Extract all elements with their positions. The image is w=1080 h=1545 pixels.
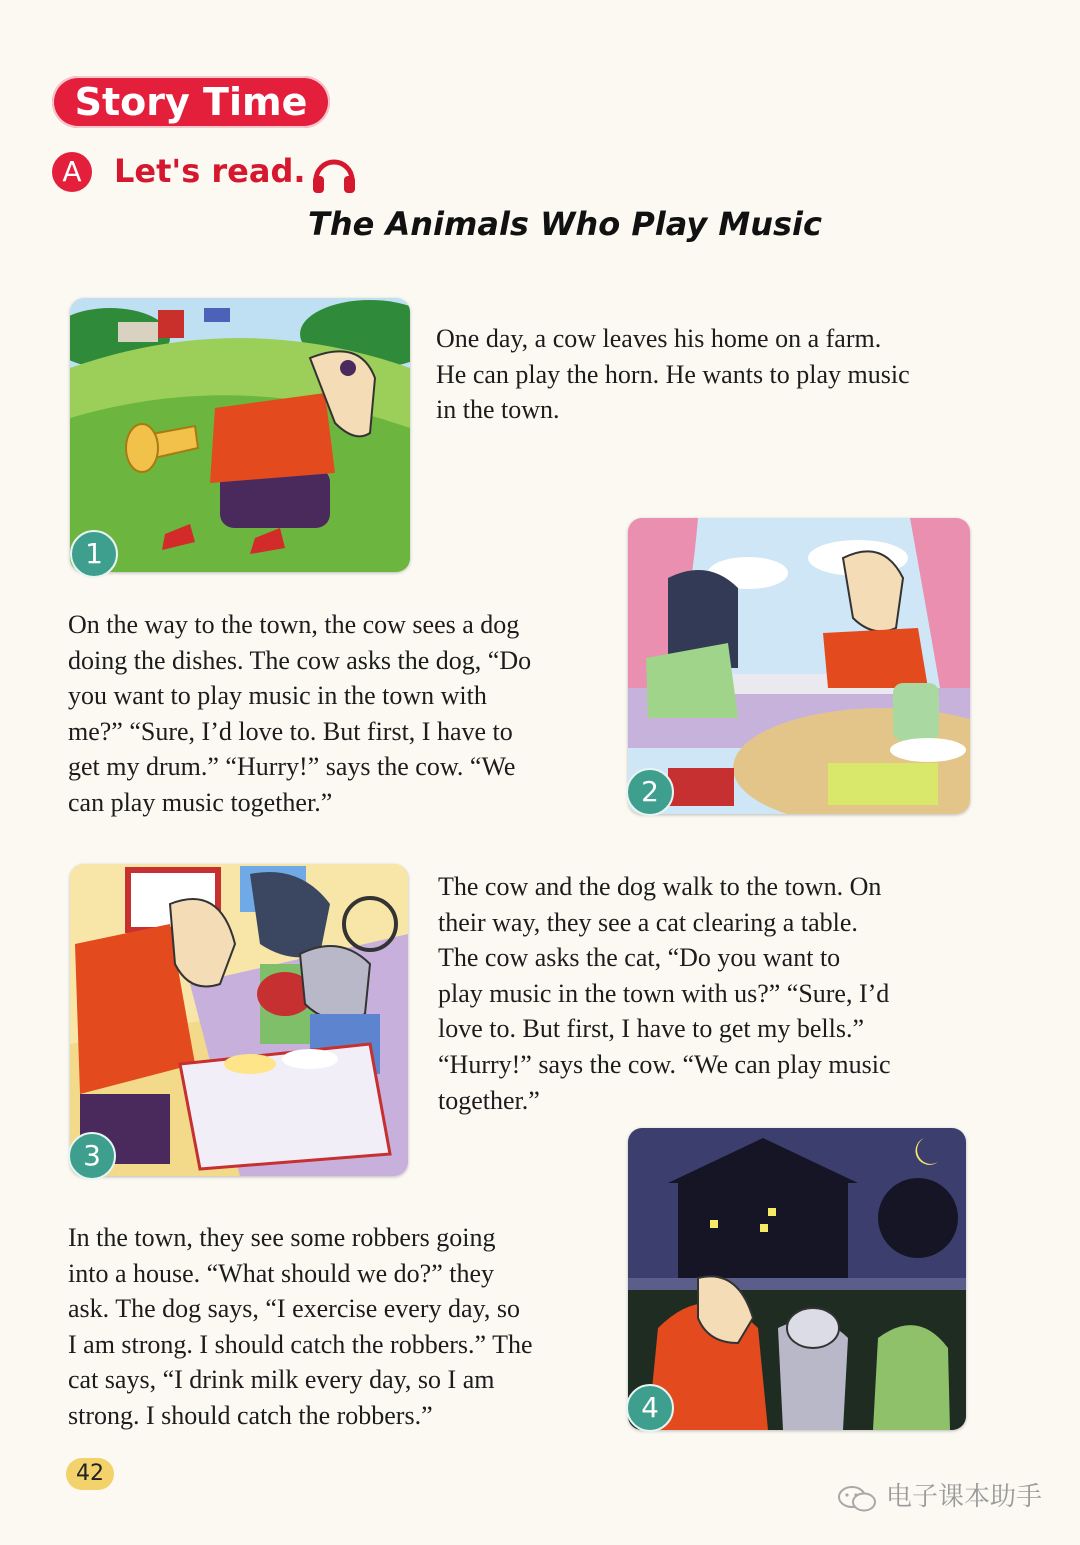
paragraph-line: The cow asks the cat, “Do you want to [438,943,841,973]
paragraph-line: you want to play music in the town with [68,681,487,711]
paragraph-line: “Hurry!” says the cow. “We can play music [438,1049,891,1079]
panel-number-4: 4 [626,1384,674,1432]
paragraph-line: cat says, “I drink milk every day, so I am [68,1365,495,1395]
panel-number-2: 2 [626,768,674,816]
paragraph-line: together.” [438,1085,540,1115]
watermark-text: 电子课本助手 [886,1482,1043,1512]
dog-kitchen-illustration [628,518,970,814]
paragraph-3 [438,869,998,1118]
story-panel-3 [70,864,408,1176]
paragraph-line: me?” “Sure, I’d love to. But first, I have to [68,716,513,746]
paragraph-line: He can play the horn. He wants to play music [436,359,910,389]
paragraph-1 [436,321,996,428]
paragraph-line: One day, a cow leaves his home on a farm. [436,324,882,353]
paragraph-line: their way, they see a cat clearing a table. [438,907,858,937]
cow-farm-illustration [70,298,410,572]
paragraph-line: I am strong. I should catch the robbers.” The [68,1329,533,1359]
section-letter-badge: A [52,152,92,192]
page-number: 42 [66,1458,114,1490]
paragraph-line: On the way to the town, the cow sees a dog [68,610,520,639]
story-title: The Animals Who Play Music [308,205,822,243]
story-panel-2 [628,518,970,814]
story-panel-4 [628,1128,966,1430]
paragraph-line: strong. I should catch the robbers.” [68,1400,433,1430]
cat-table-illustration [70,864,408,1176]
section-label: Let's read. [114,152,306,190]
headphones-icon[interactable] [310,150,358,194]
story-panel-1 [70,298,410,572]
paragraph-line: in the town. [436,395,560,425]
paragraph-line: ask. The dog says, “I exercise every day, so [68,1294,520,1324]
paragraph-line: In the town, they see some robbers going [68,1223,496,1252]
paragraph-line: love to. But first, I have to get my bells.” [438,1014,865,1044]
night-robbers-illustration [628,1128,966,1430]
paragraph-line: play music in the town with us?” “Sure, I’d [438,978,890,1008]
story-time-badge: Story Time [52,76,330,128]
panel-number-1: 1 [70,530,118,578]
paragraph-4 [68,1220,618,1434]
paragraph-line: doing the dishes. The cow asks the dog, “Do [68,645,532,675]
paragraph-line: into a house. “What should we do?” they [68,1258,494,1288]
panel-number-3: 3 [68,1132,116,1180]
paragraph-line: can play music together.” [68,787,333,817]
wechat-icon [836,1484,880,1514]
paragraph-line: get my drum.” “Hurry!” says the cow. “We [68,752,516,782]
paragraph-line: The cow and the dog walk to the town. On [438,872,882,901]
paragraph-2 [68,607,608,821]
